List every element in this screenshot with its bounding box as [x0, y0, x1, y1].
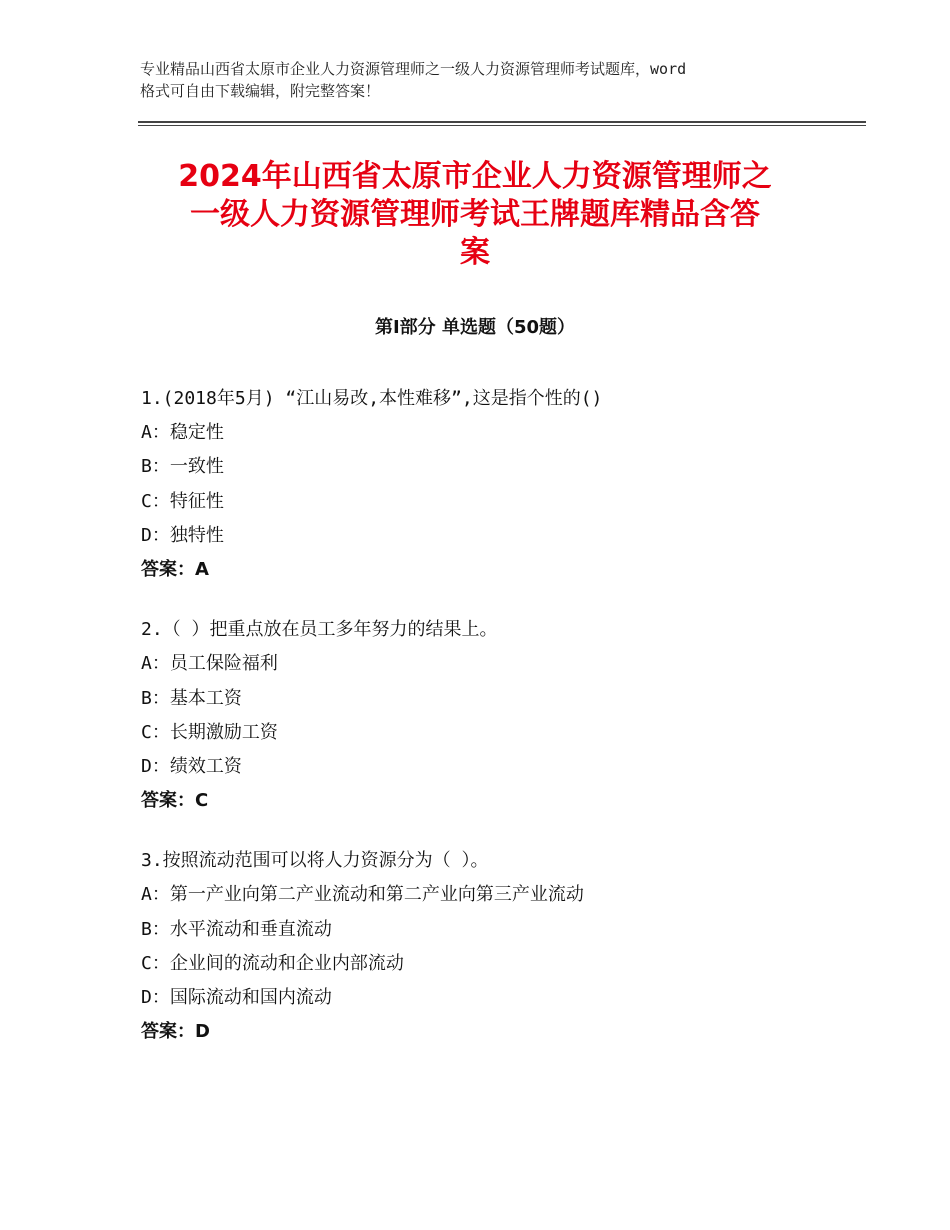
option-a: A：稳定性: [141, 422, 224, 444]
option-c: C：特征性: [141, 490, 224, 512]
header-note: [140, 58, 840, 102]
header-note-line-2: 格式可自由下载编辑，附完整答案！: [140, 82, 381, 100]
question-stem: 2.（ ）把重点放在员工多年努力的结果上。: [141, 619, 498, 641]
option-d: D：独特性: [141, 524, 224, 546]
section-title: 第Ⅰ部分 单选题（50题）: [374, 317, 575, 338]
header-note-line-1: 专业精品山西省太原市企业人力资源管理师之一级人力资源管理师考试题库，word: [140, 60, 687, 78]
question-stem: 3.按照流动范围可以将人力资源分为（ ）。: [141, 850, 489, 872]
option-d: D：国际流动和国内流动: [141, 987, 332, 1008]
option-b: B：水平流动和垂直流动: [141, 918, 332, 940]
question-3: [141, 844, 841, 1049]
option-c: C：长期激励工资: [141, 721, 278, 743]
header-divider-thin: [138, 125, 866, 126]
question-list: [141, 382, 841, 1075]
option-a: A：员工保险福利: [141, 653, 278, 675]
option-c: C：企业间的流动和企业内部流动: [141, 952, 404, 974]
option-b: B：基本工资: [141, 687, 242, 709]
question-2: [141, 613, 841, 818]
document-title-line-2: 一级人力资源管理师考试王牌题库精品含答: [190, 197, 760, 232]
option-d: D：绩效工资: [141, 755, 242, 777]
option-a: A：第一产业向第二产业流动和第二产业向第三产业流动: [141, 884, 584, 906]
question-1: [141, 382, 841, 587]
answer-label: 答案：C: [141, 790, 209, 812]
answer-label: 答案：D: [141, 1021, 210, 1043]
question-stem: 1.(2018年5月) “江山易改,本性难移”,这是指个性的(): [141, 388, 603, 409]
document-title-line-3: 案: [460, 235, 490, 270]
document-title-line-1: 2024年山西省太原市企业人力资源管理师之: [178, 159, 772, 194]
document-title: [135, 158, 815, 272]
answer-label: 答案：A: [141, 558, 209, 580]
option-b: B：一致性: [141, 456, 224, 478]
header-divider-thick: [138, 121, 866, 123]
